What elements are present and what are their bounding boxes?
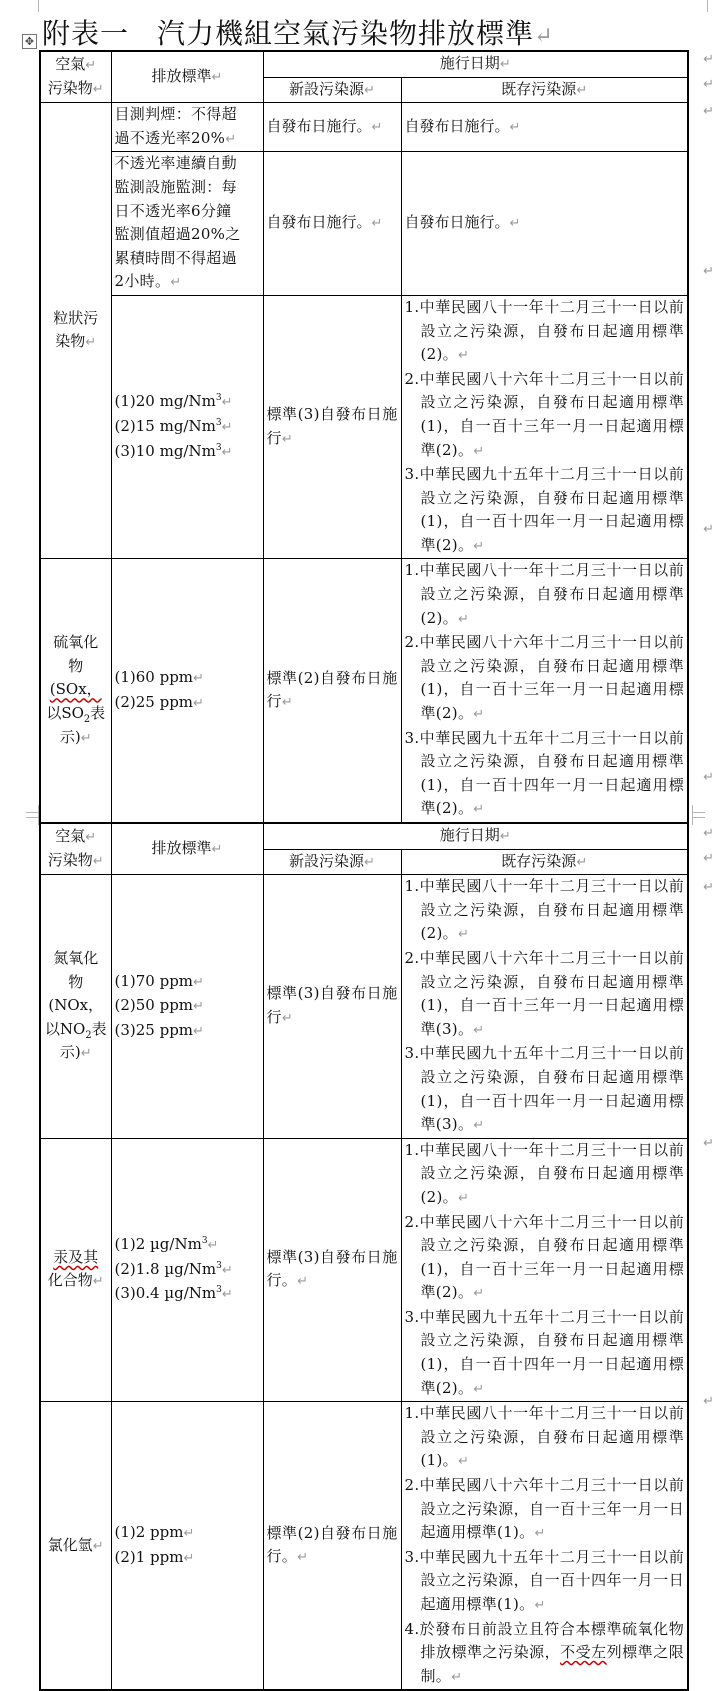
- standard-cell: (1)70 ppm↵ (2)50 ppm↵ (3)25 ppm↵: [111, 875, 263, 1139]
- header-pollutant: 空氣↵ 污染物↵: [40, 51, 111, 103]
- standard-cell: 目測判煙：不得超 過不透光率20%↵: [111, 103, 263, 152]
- header-date: 施行日期↵: [263, 823, 688, 849]
- page-corner-mark: [707, 0, 720, 12]
- list-item: 1.中華民國八十一年十二月三十一日以前設立之污染源，自發布日起適用標準(2)。↵: [404, 297, 685, 364]
- row-end-mark-icon: ↵: [703, 1394, 714, 1409]
- new-source-cell: 標準(2)自發布日施行↵: [263, 559, 401, 823]
- existing-source-cell: [401, 1402, 688, 1691]
- list-item: 2.中華民國八十六年十二月三十一日以前設立之污染源，自一百十三年一月一日起適用標準(1)。↵: [404, 1476, 685, 1542]
- list-item: 3.中華民國九十五年十二月三十一日以前設立之污染源，自發布日起適用標準(1)，自一百十四年一月一日起適用標準(3)。↵: [404, 1044, 685, 1134]
- pollutant-nox: 氮氧化 物 (NOx， 以$NO_2$表 示)↵: [40, 875, 111, 1139]
- new-source-cell: 標準(3)自發布日施行↵: [263, 875, 401, 1139]
- header-standard: 排放標準↵: [111, 823, 263, 875]
- header-new-source: 新設污染源↵: [263, 77, 401, 103]
- appendix-label: 附表一: [42, 17, 130, 50]
- pollutant-hcl: 氯化氫↵: [40, 1402, 111, 1691]
- emission-table-page-1: [39, 50, 689, 824]
- row-end-mark-icon: ↵: [703, 1136, 714, 1151]
- row-end-mark-icon: ↵: [703, 264, 714, 279]
- row-end-mark-icon: ↵: [703, 880, 714, 895]
- existing-source-cell: 自發布日施行。↵: [401, 152, 688, 296]
- new-source-cell: 標準(3)自發布日施行。↵: [263, 1138, 401, 1402]
- list-item: 1.中華民國八十一年十二月三十一日以前設立之污染源，自發布日起適用標準(2)。↵: [404, 877, 685, 943]
- standard-cell: (1)20 mg/Nm$^3$↵ (2)15 mg/Nm$^3$↵ (3)10 mg/Nm$^3$↵: [111, 295, 263, 559]
- row-end-mark-icon: ↵: [703, 52, 714, 67]
- existing-source-cell: [401, 1138, 688, 1402]
- new-source-cell: 自發布日施行。↵: [263, 103, 401, 152]
- page-title: [42, 14, 554, 54]
- new-source-cell: 自發布日施行。↵: [263, 152, 401, 296]
- standard-cell: (1)2 ppm↵ (2)1 ppm↵: [111, 1402, 263, 1691]
- new-source-cell: 標準(2)自發布日施行。↵: [263, 1402, 401, 1691]
- row-end-mark-icon: ↵: [703, 522, 714, 537]
- list-item: 1.中華民國八十一年十二月三十一日以前設立之污染源，自發布日起適用標準(2)。↵: [404, 561, 685, 627]
- new-source-cell: 標準(3)自發布日施行↵: [263, 295, 401, 559]
- list-item: 3.中華民國九十五年十二月三十一日以前設立之污染源，自發布日起適用標準(1)，自一百十四年一月一日起適用標準(2)。↵: [404, 728, 685, 818]
- row-end-mark-icon: ↵: [703, 104, 714, 119]
- list-item: 3.中華民國九十五年十二月三十一日以前設立之污染源，自發布日起適用標準(1)，自一百十四年一月一日起適用標準(2)。↵: [404, 1307, 685, 1397]
- pollutant-particulate: 粒狀污 染物↵: [40, 103, 111, 559]
- standard-cell: (1)2 µg/Nm$^3$↵ (2)1.8 µg/Nm$^3$↵ (3)0.4 µg/Nm$^3$↵: [111, 1138, 263, 1402]
- list-item: 4.於發布日前設立且符合本標準硫氧化物排放標準之污染源，不受左列標準之限制。↵: [404, 1619, 685, 1685]
- row-end-mark-icon: ↵: [703, 826, 714, 841]
- list-item: 2.中華民國八十六年十二月三十一日以前設立之污染源，自發布日起適用標準(1)，自一百十三年一月一日起適用標準(2)。↵: [404, 1212, 685, 1302]
- existing-source-cell: [401, 875, 688, 1139]
- emission-table-page-2: [39, 822, 689, 1691]
- existing-source-cell: [401, 295, 688, 559]
- row-end-mark-icon: ↵: [703, 851, 714, 866]
- page-corner-mark: [26, 812, 39, 825]
- page-corner-mark: [692, 812, 705, 825]
- list-item: 3.中華民國九十五年十二月三十一日以前設立之污染源，自一百十四年一月一日起適用標準(1)。↵: [404, 1547, 685, 1613]
- list-item: 2.中華民國八十六年十二月三十一日以前設立之污染源，自發布日起適用標準(1)，自一百十三年一月一日起適用標準(3)。↵: [404, 948, 685, 1038]
- header-new-source: 新設污染源↵: [263, 849, 401, 875]
- list-item: 1.中華民國八十一年十二月三十一日以前設立之污染源，自發布日起適用標準(1)。↵: [404, 1404, 685, 1470]
- list-item: 2.中華民國八十六年十二月三十一日以前設立之污染源，自發布日起適用標準(1)，自一百十三年一月一日起適用標準(2)。↵: [404, 369, 685, 459]
- standard-cell: 不透光率連續自動 監測設施監測：每 日不透光率6分鐘 監測值超過20%之 累積時間不得超過 2小時。↵: [111, 152, 263, 296]
- row-end-mark-icon: ↵: [703, 77, 714, 92]
- header-date: 施行日期↵: [263, 51, 688, 77]
- row-end-mark-icon: ↵: [703, 770, 714, 785]
- table-move-handle-icon[interactable]: ✥: [22, 34, 37, 49]
- header-existing-source: 既存污染源↵: [401, 77, 688, 103]
- standard-cell: (1)60 ppm↵ (2)25 ppm↵: [111, 559, 263, 823]
- list-item: 1.中華民國八十一年十二月三十一日以前設立之污染源，自發布日起適用標準(2)。↵: [404, 1140, 685, 1206]
- list-item: 3.中華民國九十五年十二月三十一日以前設立之污染源，自發布日起適用標準(1)，自一百十四年一月一日起適用標準(2)。↵: [404, 465, 685, 554]
- title-text: 汽力機組空氣污染物排放標準: [157, 17, 535, 50]
- paragraph-mark-icon: ↵: [534, 23, 554, 49]
- header-standard: 排放標準↵: [111, 51, 263, 103]
- list-item: 2.中華民國八十六年十二月三十一日以前設立之污染源，自發布日起適用標準(1)，自一百十三年一月一日起適用標準(2)。↵: [404, 633, 685, 723]
- header-existing-source: 既存污染源↵: [401, 849, 688, 875]
- existing-source-cell: [401, 559, 688, 823]
- header-pollutant: 空氣↵ 污染物↵: [40, 823, 111, 875]
- pollutant-mercury: 汞及其 化合物↵: [40, 1138, 111, 1402]
- page-corner-mark: [26, 0, 39, 12]
- existing-source-cell: 自發布日施行。↵: [401, 103, 688, 152]
- pollutant-sox: 硫氧化 物 (SOx， 以$SO_2$表 示)↵: [40, 559, 111, 823]
